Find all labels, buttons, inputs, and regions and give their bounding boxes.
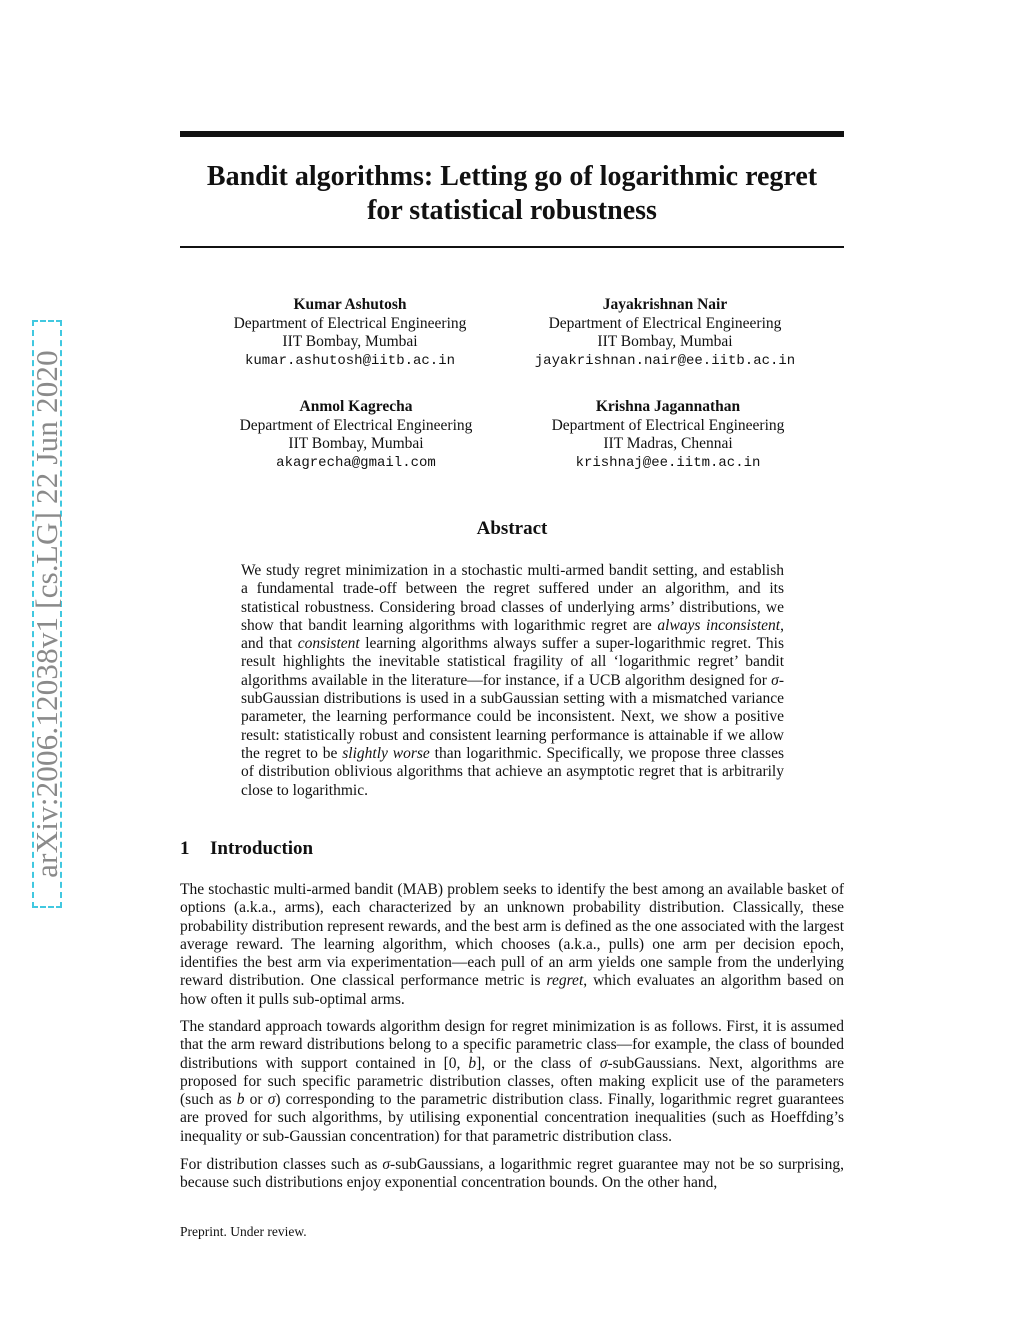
author-email[interactable]: jayakrishnan.nair@ee.iitb.ac.in bbox=[534, 352, 796, 369]
author-block-3 bbox=[196, 398, 516, 472]
author-department: Department of Electrical Engineering bbox=[233, 314, 467, 332]
author-email[interactable]: kumar.ashutosh@iitb.ac.in bbox=[244, 352, 456, 369]
author-block-4 bbox=[508, 398, 828, 472]
author-department: Department of Electrical Engineering bbox=[551, 416, 785, 434]
author-institution: IIT Bombay, Mumbai bbox=[597, 333, 733, 350]
title-rule-bottom bbox=[180, 246, 844, 248]
intro-paragraph-3: For distribution classes such as σ-subGaussians, a logarithmic regret guarantee may not be so surprising, because such distributions enjoy exponential concentration bounds. On the other hand, bbox=[180, 1156, 844, 1192]
title-line-2: for statistical robustness bbox=[367, 195, 657, 226]
intro-paragraph-2: The standard approach towards algorithm design for regret minimization is as follows. First, it is assumed that the arm reward distributions belong to a specific parametric class—for example, the class of bounded distributions with support contained in [0, b], or the class of σ-subGaussians. Next, algorithms are proposed for such specific parametric distribution classes, often making explicit use of the parameters (such as b or σ) corresponding to the parametric distribution class. Finally, logarithmic regret guarantees are proved for such algorithms, by utilising exponential concentration inequalities (such as Hoeffding’s inequality or sub-Gaussian concentration) for that parametric distribution class. bbox=[180, 1018, 844, 1145]
author-department: Department of Electrical Engineering bbox=[548, 314, 782, 332]
author-block-2 bbox=[505, 296, 825, 370]
abstract-heading: Abstract bbox=[476, 518, 548, 539]
author-name: Kumar Ashutosh bbox=[293, 296, 407, 313]
section-number: 1 bbox=[180, 838, 190, 859]
author-email[interactable]: akagrecha@gmail.com bbox=[276, 454, 436, 471]
author-block-1 bbox=[190, 296, 510, 370]
author-name: Jayakrishnan Nair bbox=[602, 296, 728, 313]
section-title: Introduction bbox=[210, 838, 314, 859]
author-name: Anmol Kagrecha bbox=[299, 398, 413, 415]
author-institution: IIT Madras, Chennai bbox=[603, 435, 733, 452]
arxiv-stamp[interactable] bbox=[6, 320, 76, 910]
preprint-footer: Preprint. Under review. bbox=[180, 1224, 307, 1239]
arxiv-stamp-text: arXiv:2006.12038v1 [cs.LG] 22 Jun 2020 bbox=[29, 350, 64, 878]
author-institution: IIT Bombay, Mumbai bbox=[288, 435, 424, 452]
intro-paragraph-1: The stochastic multi-armed bandit (MAB) problem seeks to identify the best among an available basket of options (a.k.a., arms), each characterized by an unknown probability distribution. Classically, these probability distribution represent rewards, and the best arm is defined as the one associated with the largest average reward. The learning algorithm, which chooses (a.k.a., pulls) one arm per decision epoch, identifies the best arm via experimentation—each pull of an arm yields one sample from the underlying reward distribution. One classical performance metric is regret, which evaluates an algorithm based on how often it pulls sub-optimal arms. bbox=[180, 881, 844, 1008]
abstract-text: We study regret minimization in a stochastic multi-armed bandit setting, and establish a fundamental trade-off between the regret suffered under an algorithm, and its statistical robustness. Considering broad classes of underlying arms’ distributions, we show that bandit learning algorithms with logarithmic regret are always inconsistent, and that consistent learning algorithms always suffer a super-logarithmic regret. This result highlights the inevitable statistical fragility of all ‘logarithmic regret’ bandit algorithms available in the literature—for instance, if a UCB algorithm designed for σ-subGaussian distributions is used in a subGaussian setting with a mismatched variance parameter, the learning performance could be inconsistent. Next, we show a positive result: statistically robust and consistent learning performance is attainable if we allow the regret to be slightly worse than logarithmic. Specifically, we propose three classes of distribution oblivious algorithms that achieve an asymptotic regret that is arbitrarily close to logarithmic. bbox=[241, 562, 785, 799]
paper-title bbox=[180, 160, 844, 228]
title-rule-top bbox=[180, 131, 844, 137]
author-department: Department of Electrical Engineering bbox=[239, 416, 473, 434]
section-heading-introduction bbox=[180, 838, 580, 860]
author-institution: IIT Bombay, Mumbai bbox=[282, 333, 418, 350]
title-line-1: Bandit algorithms: Letting go of logarithmic regret bbox=[206, 161, 818, 192]
author-name: Krishna Jagannathan bbox=[595, 398, 741, 415]
author-email[interactable]: krishnaj@ee.iitm.ac.in bbox=[575, 454, 761, 471]
